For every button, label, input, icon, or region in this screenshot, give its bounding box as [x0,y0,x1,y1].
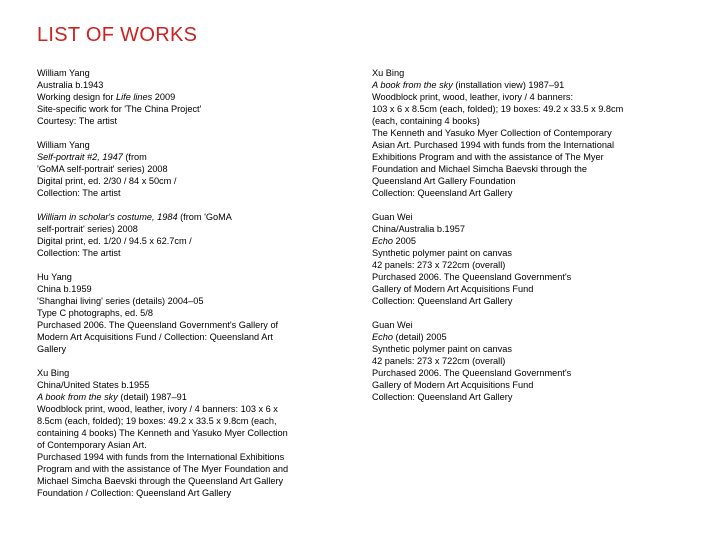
entry-text: Exhibitions Program and with the assistance of The Myer [372,152,604,162]
entry-text: (each, containing 4 books) [372,116,480,126]
entry-text: Woodblock print, wood, leather, ivory / 4 banners: [372,92,574,102]
entry-line [37,91,337,103]
entry-text: China/Australia b.1957 [372,224,465,234]
entry-line [372,187,672,199]
entry-line [37,163,337,175]
entry-text: Collection: The artist [37,248,121,258]
entry-text: (from [122,152,147,162]
entry-text: Synthetic polymer paint on canvas [372,344,512,354]
entry-text: 42 panels: 273 x 722cm (overall) [372,260,506,270]
entry-line [372,247,672,259]
entry-text: Collection: Queensland Art Gallery [372,188,513,198]
entry-line [37,271,337,283]
artwork-entry [372,67,672,199]
entry-line [372,391,672,403]
entry-text: Working design for [37,92,116,102]
entry-line [37,439,337,451]
entry-line [372,235,672,247]
entry-line [37,427,337,439]
entry-text: William Yang [37,68,90,78]
entry-line [372,319,672,331]
entry-text: Purchased 1994 with funds from the International Exhibitions [37,452,285,462]
artwork-entry [37,271,337,355]
entry-text: (from 'GoMA [177,212,232,222]
entry-line [37,451,337,463]
entry-text: The Kenneth and Yasuko Myer Collection of Contemporary [372,128,612,138]
entry-text: China/United States b.1955 [37,380,150,390]
entry-text: Digital print, ed. 2/30 / 84 x 50cm / [37,176,177,186]
entry-line [372,151,672,163]
entry-line [37,463,337,475]
entry-line [372,115,672,127]
entry-text: Modern Art Acquisitions Fund / Collection: Queensland Art [37,332,273,342]
entry-text: containing 4 books) The Kenneth and Yasuko Myer Collection [37,428,288,438]
entry-line [37,391,337,403]
artwork-entry [37,367,337,499]
entry-text: Site-specific work for 'The China Project' [37,104,202,114]
entry-text: 2009 [152,92,176,102]
entry-line [37,379,337,391]
entry-text: Gallery [37,344,67,354]
entry-text: Purchased 2006. The Queensland Government's [372,272,572,282]
entry-text: Collection: Queensland Art Gallery [372,392,513,402]
entry-line [37,331,337,343]
entry-text: 103 x 6 x 8.5cm (each, folded); 19 boxes: 49.2 x 33.5 x 9.8cm [372,104,624,114]
entry-line [37,115,337,127]
entry-line [37,175,337,187]
entry-line [37,139,337,151]
works-list-left-column [37,67,337,511]
entry-line [372,175,672,187]
entry-text: China b.1959 [37,284,92,294]
entry-text: Australia b.1943 [37,80,104,90]
entry-text: self-portrait' series) 2008 [37,224,138,234]
entry-line [372,139,672,151]
artwork-entry [37,139,337,199]
entry-line [37,367,337,379]
entry-line [37,475,337,487]
entry-text: Synthetic polymer paint on canvas [372,248,512,258]
entry-text: (detail) 1987–91 [117,392,187,402]
entry-text: Type C photographs, ed. 5/8 [37,308,153,318]
entry-line [372,259,672,271]
artwork-entry [372,211,672,307]
entry-text: Guan Wei [372,320,413,330]
entry-line [372,91,672,103]
entry-text: Collection: The artist [37,188,121,198]
entry-text: Digital print, ed. 1/20 / 94.5 x 62.7cm / [37,236,192,246]
entry-line [372,379,672,391]
entry-text: Hu Yang [37,272,72,282]
artwork-entry [37,67,337,127]
entry-line [37,235,337,247]
artwork-entry [372,319,672,403]
entry-line [372,127,672,139]
entry-line [37,295,337,307]
entry-text: Collection: Queensland Art Gallery [372,296,513,306]
artwork-title-text: Self-portrait #2, 1947 [37,152,123,162]
entry-line [372,295,672,307]
entry-line [37,187,337,199]
entry-line [372,103,672,115]
entry-line [372,355,672,367]
artwork-title-text: Echo [372,332,393,342]
entry-text: Gallery of Modern Art Acquisitions Fund [372,380,534,390]
entry-text: (detail) 2005 [392,332,447,342]
entry-text: Gallery of Modern Art Acquisitions Fund [372,284,534,294]
entry-text: Foundation / Collection: Queensland Art Gallery [37,488,232,498]
entry-text: of Contemporary Asian Art. [37,440,147,450]
entry-line [37,79,337,91]
entry-line [372,271,672,283]
artwork-title-text: Echo [372,236,393,246]
entry-line [372,79,672,91]
entry-line [372,283,672,295]
artwork-title-text: A book from the sky [37,392,118,402]
entry-line [37,247,337,259]
entry-line [372,67,672,79]
entry-text: Foundation and Michael Simcha Baevski through the [372,164,588,174]
entry-text: Purchased 2006. The Queensland Government's [372,368,572,378]
entry-text: 'Shanghai living' series (details) 2004–05 [37,296,204,306]
entry-text: Purchased 2006. The Queensland Government's Gallery of [37,320,279,330]
entry-text: Xu Bing [372,68,405,78]
entry-text: 2005 [392,236,416,246]
entry-text: Program and with the assistance of The Myer Foundation and [37,464,289,474]
entry-line [37,403,337,415]
entry-line [37,223,337,235]
entry-text: 8.5cm (each, folded); 19 boxes: 49.2 x 33.5 x 9.8cm (each, [37,416,277,426]
entry-line [372,331,672,343]
artwork-title-text: Life lines [115,92,153,102]
entry-line [37,319,337,331]
entry-line [37,151,337,163]
entry-text: Asian Art. Purchased 1994 with funds from the International [372,140,615,150]
entry-text: Michael Simcha Baevski through the Queensland Art Gallery [37,476,284,486]
page-title: LIST OF WORKS [37,24,198,46]
artwork-title-text: William in scholar's costume, 1984 [37,212,178,222]
entry-line [37,211,337,223]
entry-line [37,343,337,355]
entry-line [37,103,337,115]
entry-line [37,415,337,427]
artwork-entry [37,211,337,259]
entry-text: Xu Bing [37,368,70,378]
entry-line [37,307,337,319]
entry-line [372,367,672,379]
entry-line [372,223,672,235]
entry-line [372,343,672,355]
entry-text: Queensland Art Gallery Foundation [372,176,516,186]
entry-text: 'GoMA self-portrait' series) 2008 [37,164,168,174]
entry-line [37,487,337,499]
entry-line [372,163,672,175]
entry-text: (installation view) 1987–91 [452,80,565,90]
entry-text: William Yang [37,140,90,150]
entry-line [37,283,337,295]
entry-text: Courtesy: The artist [37,116,117,126]
entry-text: 42 panels: 273 x 722cm (overall) [372,356,506,366]
entry-text: Guan Wei [372,212,413,222]
entry-text: Woodblock print, wood, leather, ivory / 4 banners: 103 x 6 x [37,404,278,414]
entry-line [37,67,337,79]
works-list-right-column [372,67,672,415]
artwork-title-text: A book from the sky [372,80,453,90]
entry-line [372,211,672,223]
